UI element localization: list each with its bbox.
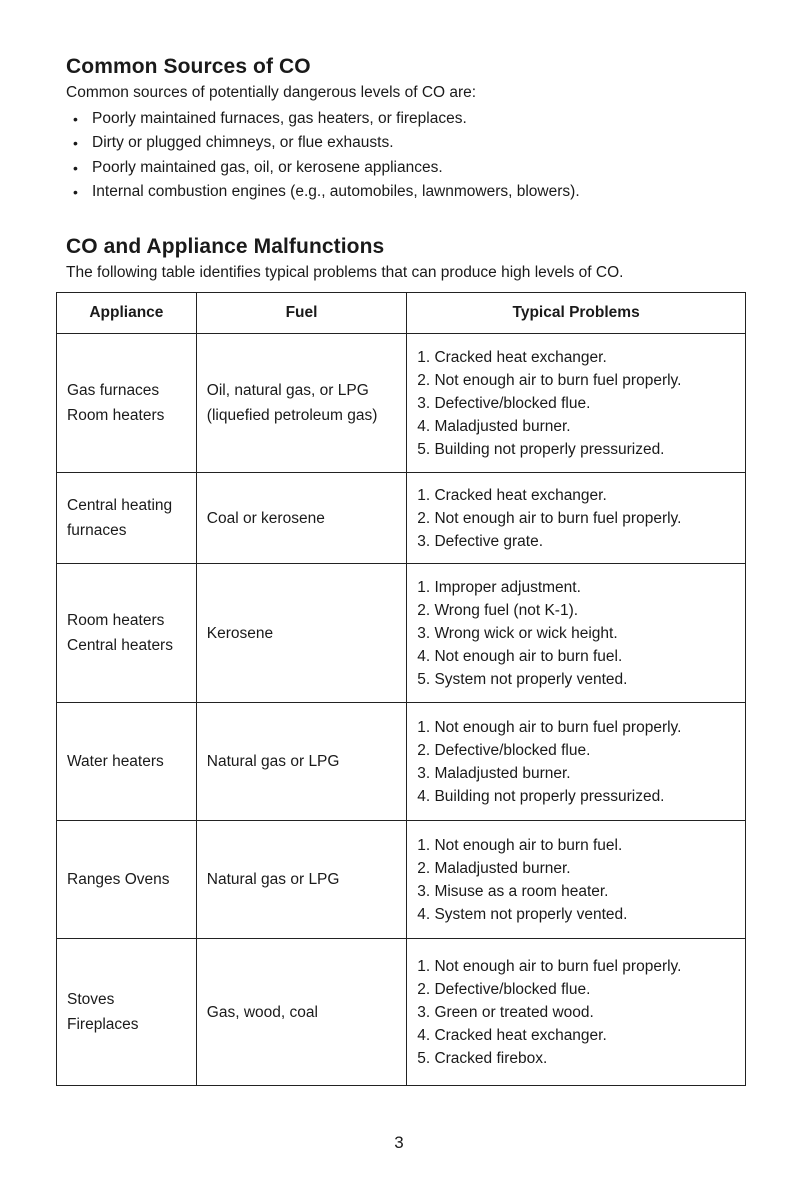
sources-bullet-list bbox=[66, 109, 580, 206]
problem-item: 4. Cracked heat exchanger. bbox=[417, 1026, 607, 1044]
appliance-cell: Water heaters bbox=[57, 703, 197, 821]
bullet-item: • Poorly maintained furnaces, gas heaters, or fireplaces. bbox=[73, 110, 467, 127]
bullet-icon: • bbox=[73, 159, 78, 176]
fuel-cell: Oil, natural gas, or LPG (liquefied petroleum gas) bbox=[196, 334, 406, 473]
problems-cell bbox=[407, 334, 746, 473]
fuel-cell: Coal or kerosene bbox=[196, 473, 406, 564]
column-header-fuel: Fuel bbox=[196, 293, 406, 334]
table-row bbox=[57, 821, 746, 939]
column-header-problems: Typical Problems bbox=[407, 293, 746, 334]
problem-item: 2. Wrong fuel (not K-1). bbox=[417, 601, 579, 619]
appliance-cell: Gas furnaces Room heaters bbox=[57, 334, 197, 473]
problems-cell bbox=[407, 821, 746, 939]
problem-item: 3. Green or treated wood. bbox=[417, 1003, 594, 1021]
problem-item: 4. Maladjusted burner. bbox=[417, 417, 571, 435]
problems-table bbox=[56, 292, 746, 1086]
problem-item: 1. Not enough air to burn fuel properly. bbox=[417, 957, 682, 975]
problem-item: 3. Defective grate. bbox=[417, 532, 544, 550]
problem-item: 3. Wrong wick or wick height. bbox=[417, 624, 618, 642]
fuel-cell: Natural gas or LPG bbox=[196, 703, 406, 821]
appliance-cell: Room heaters Central heaters bbox=[57, 564, 197, 703]
fuel-cell: Gas, wood, coal bbox=[196, 939, 406, 1086]
problem-item: 2. Defective/blocked flue. bbox=[417, 980, 591, 998]
problem-item: 1. Improper adjustment. bbox=[417, 578, 581, 596]
problem-item: 4. Not enough air to burn fuel. bbox=[417, 647, 623, 665]
appliance-cell: Stoves Fireplaces bbox=[57, 939, 197, 1086]
table-row bbox=[57, 703, 746, 821]
sources-intro: Common sources of potentially dangerous levels of CO are: bbox=[66, 84, 477, 101]
malfunctions-intro: The following table identifies typical problems that can produce high levels of CO. bbox=[66, 264, 624, 281]
problem-item: 1. Cracked heat exchanger. bbox=[417, 348, 607, 366]
table-header-row bbox=[57, 293, 746, 334]
section-heading-sources: Common Sources of CO bbox=[66, 55, 311, 78]
appliance-cell: Ranges Ovens bbox=[57, 821, 197, 939]
table-row bbox=[57, 473, 746, 564]
problem-item: 2. Not enough air to burn fuel properly. bbox=[417, 509, 682, 527]
problem-item: 5. System not properly vented. bbox=[417, 670, 628, 688]
problem-item: 5. Cracked firebox. bbox=[417, 1049, 548, 1067]
problems-cell bbox=[407, 939, 746, 1086]
table-row bbox=[57, 334, 746, 473]
bullet-icon: • bbox=[73, 183, 78, 200]
problem-item: 4. Building not properly pressurized. bbox=[417, 787, 665, 805]
appliance-cell: Central heating furnaces bbox=[57, 473, 197, 564]
problem-item: 2. Not enough air to burn fuel properly. bbox=[417, 371, 682, 389]
fuel-cell: Kerosene bbox=[196, 564, 406, 703]
section-heading-malfunctions: CO and Appliance Malfunctions bbox=[66, 235, 385, 258]
problems-cell bbox=[407, 564, 746, 703]
bullet-icon: • bbox=[73, 111, 78, 127]
problems-cell bbox=[407, 703, 746, 821]
problem-item: 3. Defective/blocked flue. bbox=[417, 394, 591, 412]
problem-item: 1. Cracked heat exchanger. bbox=[417, 486, 607, 504]
problem-item: 1. Not enough air to burn fuel properly. bbox=[417, 718, 682, 736]
problem-item: 5. Building not properly pressurized. bbox=[417, 440, 665, 458]
table-row bbox=[57, 564, 746, 703]
problem-item: 1. Not enough air to burn fuel. bbox=[417, 836, 623, 854]
problem-item: 2. Defective/blocked flue. bbox=[417, 741, 591, 759]
problem-item: 3. Maladjusted burner. bbox=[417, 764, 571, 782]
column-header-appliance: Appliance bbox=[57, 293, 197, 334]
problem-item: 2. Maladjusted burner. bbox=[417, 859, 571, 877]
table-row bbox=[57, 939, 746, 1086]
bullet-item: • Dirty or plugged chimneys, or flue exhausts. bbox=[73, 134, 394, 152]
problem-item: 4. System not properly vented. bbox=[417, 905, 628, 923]
problem-item: 3. Misuse as a room heater. bbox=[417, 882, 609, 900]
bullet-item: • Internal combustion engines (e.g., automobiles, lawnmowers, blowers). bbox=[73, 182, 580, 200]
fuel-cell: Natural gas or LPG bbox=[196, 821, 406, 939]
bullet-item: • Poorly maintained gas, oil, or kerosene appliances. bbox=[73, 158, 443, 176]
page-number: 3 bbox=[394, 1133, 404, 1152]
problems-cell bbox=[407, 473, 746, 564]
bullet-icon: • bbox=[73, 135, 78, 152]
